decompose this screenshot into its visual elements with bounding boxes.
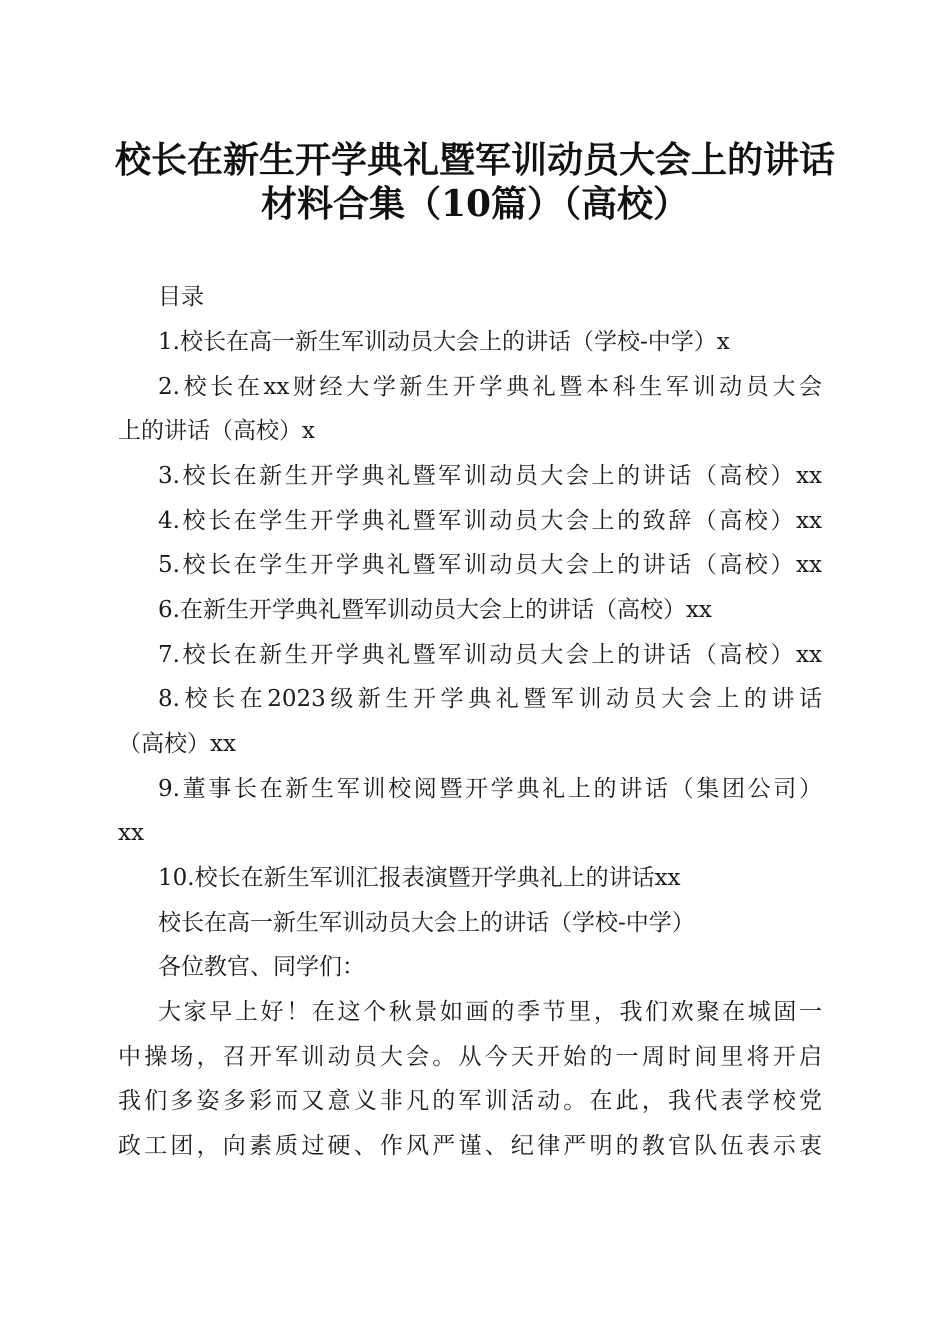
body-line-2: 中操场，召开军训动员大会。从今天开始的一周时间里将开启 xyxy=(118,1044,822,1070)
toc-item-2: 2.校长在xx财经大学新生开学典礼暨本科生军训动员大会 xyxy=(158,374,822,400)
toc-item-3: 3.校长在新生开学典礼暨军训动员大会上的讲话（高校）xx xyxy=(158,463,822,489)
toc-item-10: 10.校长在新生军训汇报表演暨开学典礼上的讲话xx xyxy=(158,865,681,891)
toc-item-7: 7.校长在新生开学典礼暨军训动员大会上的讲话（高校）xx xyxy=(158,642,822,668)
toc-item-1: 1.校长在高一新生军训动员大会上的讲话（学校-中学）x xyxy=(158,329,730,355)
document-title-line-1: 校长在新生开学典礼暨军训动员大会上的讲话 xyxy=(114,139,835,181)
body-line-3: 我们多姿多彩而又意义非凡的军训活动。在此，我代表学校党 xyxy=(118,1088,822,1114)
toc-item-2-cont: 上的讲话（高校）x xyxy=(118,418,315,444)
toc-item-5: 5.校长在学生开学典礼暨军训动员大会上的讲话（高校）xx xyxy=(158,552,822,578)
section-title: 校长在高一新生军训动员大会上的讲话（学校-中学） xyxy=(158,910,695,936)
salutation: 各位教官、同学们： xyxy=(158,954,365,980)
toc-item-9-cont: xx xyxy=(118,820,144,846)
body-line-4: 政工团，向素质过硬、作风严谨、纪律严明的教官队伍表示衷 xyxy=(118,1133,822,1159)
toc-item-8: 8.校长在2023级新生开学典礼暨军训动员大会上的讲话 xyxy=(158,686,822,712)
toc-heading: 目录 xyxy=(158,284,204,310)
toc-item-9: 9.董事长在新生军训校阅暨开学典礼上的讲话（集团公司） xyxy=(158,776,822,802)
toc-item-6: 6.在新生开学典礼暨军训动员大会上的讲话（高校）xx xyxy=(158,597,712,623)
body-line-1: 大家早上好！在这个秋景如画的季节里，我们欢聚在城固一 xyxy=(158,999,822,1025)
document-title-line-2: 材料合集（10篇）（高校） xyxy=(260,183,690,225)
toc-item-8-cont: （高校）xx xyxy=(118,731,236,757)
toc-item-4: 4.校长在学生开学典礼暨军训动员大会上的致辞（高校）xx xyxy=(158,508,822,534)
